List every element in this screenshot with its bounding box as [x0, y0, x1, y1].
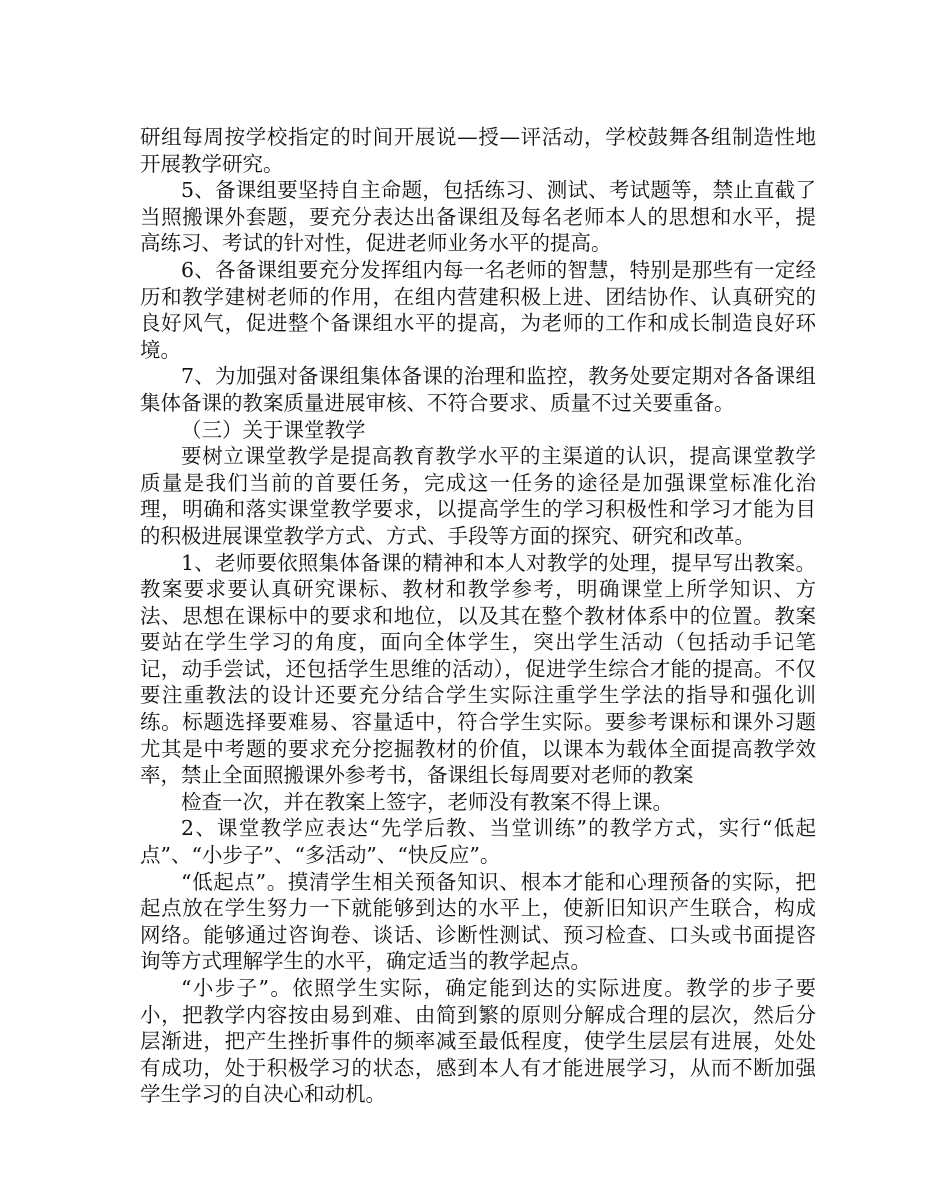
paragraph-item-1: 1、老师要依照集体备课的精神和本人对教学的处理，提早写出教案。教案要求要认真研究课标、教材和教学参考，明确课堂上所学知识、方法、思想在课标中的要求和地位，以及其在整个教材体系中的位置。教案要站在学生学习的角度，面向全体学生，突出学生活动（包括动手记笔记，动手尝试，还包括学生思维的活动），促进学生综合才能的提高。不仅要注重教法的设计还要充分结合学生实际注重学生学法的指导和强化训练。标题选择要难易、容量适中，符合学生实际。要参考课标和课外习题尤其是中考题的要求充分挖掘教材的价值，以课本为载体全面提高教学效率，禁止全面照搬课外参考书，备课组长每周要对老师的教案: [140, 550, 816, 788]
section-heading-classroom-teaching: （三）关于课堂教学: [181, 417, 366, 442]
paragraph-item-6: 6、各备课组要充分发挥组内每一名老师的智慧，特别是那些有一定经历和教学建树老师的作用，在组内营建积极上进、团结协作、认真研究的良好风气，促进整个备课组水平的提高，为老师的工作和成长制造良好环境。: [140, 257, 816, 362]
paragraph-continuation: 研组每周按学校指定的时间开展说—授—评活动，学校鼓舞各组制造性地开展教学研究。: [140, 125, 816, 176]
document-body: [140, 124, 816, 1108]
paragraph-item-2: 2、课堂教学应表达“先学后教、当堂训练”的教学方式，实行“低起点”、“小步子”、“多活动”、“快反应”。: [140, 816, 816, 868]
paragraph-small-steps: “小步子”。依照学生实际，确定能到达的实际进度。教学的步子要小，把教学内容按由易到难、由简到繁的原则分解成合理的层次，然后分层渐进，把产生挫折事件的频率减至最低程度，使学生层层有进展，处处有成功，处于积极学习的状态，感到本人有才能进展学习，从而不断加强学生学习的自决心和动机。: [140, 976, 816, 1107]
paragraph-intro: 要树立课堂教学是提高教育教学水平的主渠道的认识，提高课堂教学质量是我们当前的首要任务，完成这一任务的途径是加强课堂标准化治理，明确和落实课堂教学要求，以提高学生的学习积极性和学习才能为目的积极进展课堂教学方式、方式、手段等方面的探究、研究和改革。: [140, 444, 816, 548]
paragraph-item-7: 7、为加强对备课组集体备课的治理和监控，教务处要定期对各备课组集体备课的教案质量进展审核、不符合要求、质量不过关要重备。: [140, 364, 816, 415]
paragraph-item-5: 5、备课组要坚持自主命题，包括练习、测试、考试题等，禁止直截了当照搬课外套题，要充分表达出备课组及每名老师本人的思想和水平，提高练习、考试的针对性，促进老师业务水平的提高。: [140, 178, 816, 256]
paragraph-inspection: 检查一次，并在教案上签字，老师没有教案不得上课。: [181, 789, 673, 814]
paragraph-low-start: “低起点”。摸清学生相关预备知识、根本才能和心理预备的实际，把起点放在学生努力一下就能够到达的水平上，使新旧知识产生联合，构成网络。能够通过咨询卷、谈话、诊断性测试、预习检查、口头或书面提咨询等方式理解学生的水平，确定适当的教学起点。: [140, 869, 816, 974]
